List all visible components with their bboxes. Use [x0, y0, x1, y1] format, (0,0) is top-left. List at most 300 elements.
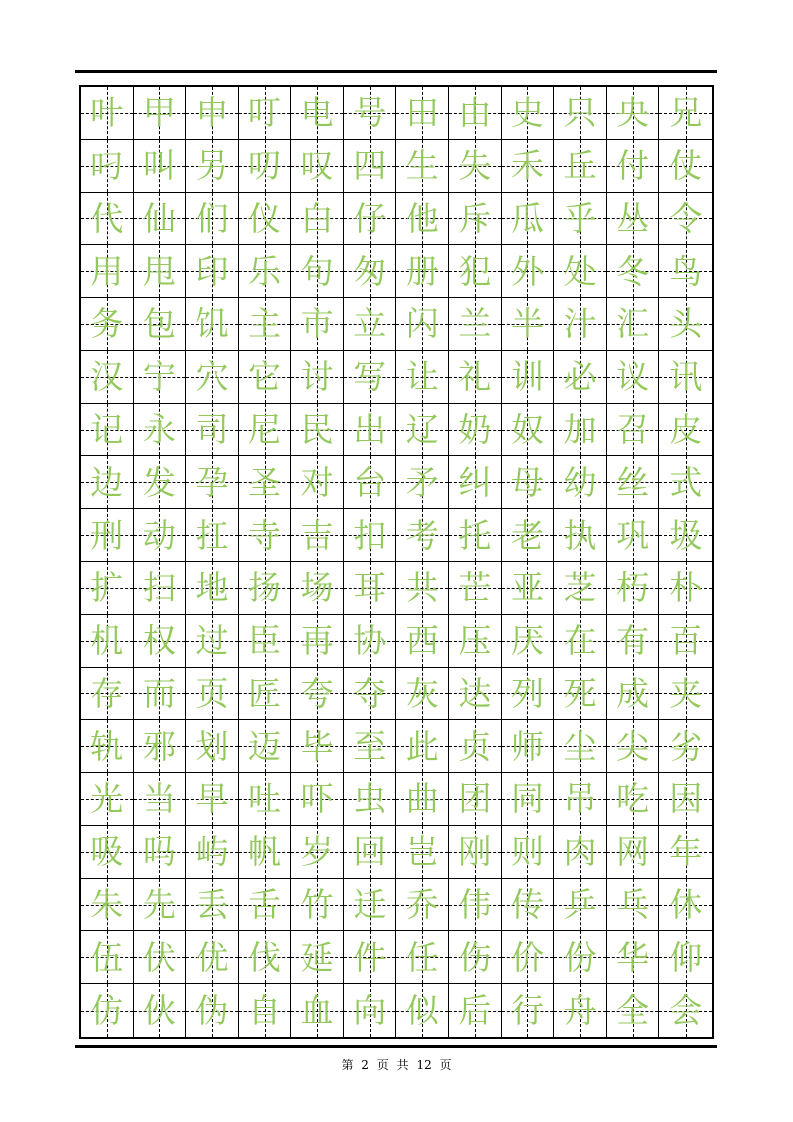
grid-cell [396, 668, 449, 721]
practice-character: 吸 [90, 832, 124, 872]
grid-cell [291, 245, 344, 298]
grid-cell [81, 245, 134, 298]
grid-cell [239, 984, 292, 1037]
practice-character: 巩 [616, 515, 650, 555]
grid-cell [291, 351, 344, 404]
practice-character: 乓 [616, 885, 650, 925]
practice-character: 休 [669, 885, 703, 925]
grid-cell [607, 404, 660, 457]
grid-cell [502, 509, 555, 562]
grid-cell [502, 298, 555, 351]
practice-character: 民 [300, 410, 334, 450]
grid-cell [502, 668, 555, 721]
grid-cell [186, 140, 239, 193]
grid-cell [186, 931, 239, 984]
grid-cell [659, 87, 712, 140]
grid-cell [502, 404, 555, 457]
practice-character: 礼 [458, 357, 492, 397]
grid-cell [449, 404, 502, 457]
grid-cell [502, 562, 555, 615]
grid-cell [81, 193, 134, 246]
practice-character: 白 [300, 198, 334, 238]
footer-total-unit: 页 [439, 1058, 452, 1072]
practice-character: 似 [405, 991, 439, 1031]
grid-cell [607, 245, 660, 298]
grid-cell [659, 879, 712, 932]
practice-character: 网 [616, 832, 650, 872]
practice-character: 价 [510, 937, 544, 977]
grid-cell [134, 615, 187, 668]
practice-character: 叮 [248, 93, 282, 133]
footer-total-prefix: 共 [396, 1058, 409, 1072]
grid-cell [502, 720, 555, 773]
practice-character: 肉 [563, 832, 597, 872]
grid-cell [502, 351, 555, 404]
bottom-rule [75, 1045, 717, 1048]
practice-character: 发 [142, 462, 176, 502]
grid-cell [291, 562, 344, 615]
practice-character: 外 [510, 251, 544, 291]
grid-cell [554, 879, 607, 932]
grid-cell [186, 984, 239, 1037]
practice-character: 丘 [563, 146, 597, 186]
practice-character: 电 [300, 93, 334, 133]
grid-cell [344, 931, 397, 984]
grid-cell [554, 245, 607, 298]
grid-cell [396, 87, 449, 140]
practice-character: 自 [248, 991, 282, 1031]
grid-cell [134, 773, 187, 826]
practice-character: 鸟 [669, 251, 703, 291]
grid-cell [291, 720, 344, 773]
practice-character: 印 [195, 251, 229, 291]
practice-character: 出 [353, 410, 387, 450]
grid-cell [291, 879, 344, 932]
practice-character: 年 [669, 832, 703, 872]
practice-character: 圾 [669, 515, 703, 555]
grid-cell [449, 509, 502, 562]
practice-character: 生 [405, 146, 439, 186]
practice-character: 芝 [563, 568, 597, 608]
practice-character: 尖 [616, 726, 650, 766]
grid-cell [344, 720, 397, 773]
grid-cell [134, 404, 187, 457]
grid-cell [134, 931, 187, 984]
footer-page-unit: 页 [376, 1058, 389, 1072]
grid-cell [659, 720, 712, 773]
practice-character: 叨 [248, 146, 282, 186]
practice-character: 号 [353, 93, 387, 133]
grid-cell [134, 351, 187, 404]
practice-character: 寺 [248, 515, 282, 555]
practice-character: 划 [195, 726, 229, 766]
grid-cell [659, 509, 712, 562]
grid-cell [502, 879, 555, 932]
practice-character: 圣 [248, 462, 282, 502]
grid-cell [396, 879, 449, 932]
grid-cell [134, 509, 187, 562]
practice-character: 岂 [405, 832, 439, 872]
practice-character: 瓜 [510, 198, 544, 238]
practice-character: 令 [669, 198, 703, 238]
grid-cell [239, 509, 292, 562]
grid-cell [81, 879, 134, 932]
practice-character: 务 [90, 304, 124, 344]
practice-character: 仰 [669, 937, 703, 977]
practice-character: 主 [248, 304, 282, 344]
footer-prefix: 第 [341, 1058, 354, 1072]
practice-character: 申 [195, 93, 229, 133]
grid-cell [81, 826, 134, 879]
practice-character: 乐 [248, 251, 282, 291]
grid-cell [396, 562, 449, 615]
grid-cell [344, 298, 397, 351]
grid-cell [607, 193, 660, 246]
practice-character: 而 [142, 673, 176, 713]
practice-character: 血 [300, 991, 334, 1031]
grid-cell [659, 668, 712, 721]
grid-cell [396, 245, 449, 298]
practice-character: 写 [353, 357, 387, 397]
grid-cell [554, 298, 607, 351]
practice-character: 因 [669, 779, 703, 819]
grid-cell [239, 773, 292, 826]
grid-cell [186, 193, 239, 246]
grid-cell [554, 456, 607, 509]
practice-character: 匠 [248, 673, 282, 713]
practice-character: 传 [510, 885, 544, 925]
practice-character: 吐 [248, 779, 282, 819]
grid-cell [81, 720, 134, 773]
grid-cell [449, 351, 502, 404]
practice-character: 乎 [563, 198, 597, 238]
grid-cell [607, 879, 660, 932]
grid-cell [502, 615, 555, 668]
character-practice-grid [79, 85, 714, 1039]
grid-cell [502, 456, 555, 509]
grid-cell [607, 826, 660, 879]
grid-cell [186, 879, 239, 932]
practice-character: 训 [510, 357, 544, 397]
practice-character: 虫 [353, 779, 387, 819]
grid-cell [554, 826, 607, 879]
grid-cell [186, 562, 239, 615]
practice-character: 永 [142, 410, 176, 450]
grid-cell [554, 931, 607, 984]
grid-cell [449, 984, 502, 1037]
grid-cell [396, 773, 449, 826]
practice-character: 列 [510, 673, 544, 713]
grid-cell [396, 298, 449, 351]
practice-character: 台 [353, 462, 387, 502]
grid-cell [449, 720, 502, 773]
practice-character: 犯 [458, 251, 492, 291]
grid-cell [659, 984, 712, 1037]
grid-cell [81, 351, 134, 404]
grid-cell [239, 668, 292, 721]
practice-character: 市 [300, 304, 334, 344]
grid-cell [449, 245, 502, 298]
grid-cell [554, 87, 607, 140]
grid-cell [344, 509, 397, 562]
practice-character: 他 [405, 198, 439, 238]
grid-cell [291, 668, 344, 721]
practice-character: 压 [458, 621, 492, 661]
practice-character: 仪 [248, 198, 282, 238]
grid-cell [239, 351, 292, 404]
practice-character: 扛 [195, 515, 229, 555]
grid-cell [449, 298, 502, 351]
practice-character: 刚 [458, 832, 492, 872]
practice-character: 帆 [248, 832, 282, 872]
practice-character: 向 [353, 991, 387, 1031]
grid-cell [81, 509, 134, 562]
grid-cell [344, 404, 397, 457]
practice-character: 穴 [195, 357, 229, 397]
practice-character: 式 [669, 462, 703, 502]
practice-character: 厌 [510, 621, 544, 661]
grid-cell [449, 456, 502, 509]
practice-character: 刑 [90, 515, 124, 555]
practice-character: 共 [405, 568, 439, 608]
grid-cell [554, 404, 607, 457]
grid-cell [239, 826, 292, 879]
practice-character: 伟 [458, 885, 492, 925]
practice-character: 机 [90, 621, 124, 661]
grid-cell [502, 931, 555, 984]
practice-character: 存 [90, 673, 124, 713]
practice-character: 包 [142, 304, 176, 344]
practice-character: 只 [563, 93, 597, 133]
grid-cell [607, 140, 660, 193]
practice-character: 斥 [458, 198, 492, 238]
practice-character: 执 [563, 515, 597, 555]
grid-cell [134, 720, 187, 773]
practice-character: 闪 [405, 304, 439, 344]
practice-character: 吉 [300, 515, 334, 555]
grid-cell [344, 826, 397, 879]
practice-character: 师 [510, 726, 544, 766]
grid-cell [186, 773, 239, 826]
practice-character: 用 [90, 251, 124, 291]
grid-cell [659, 562, 712, 615]
practice-character: 纠 [458, 462, 492, 502]
grid-cell [659, 615, 712, 668]
grid-cell [291, 509, 344, 562]
practice-character: 早 [195, 779, 229, 819]
practice-character: 仿 [90, 991, 124, 1031]
practice-character: 尘 [563, 726, 597, 766]
grid-cell [239, 931, 292, 984]
grid-cell [239, 879, 292, 932]
grid-cell [554, 615, 607, 668]
grid-cell [396, 140, 449, 193]
grid-cell [239, 562, 292, 615]
grid-cell [396, 193, 449, 246]
practice-character: 光 [90, 779, 124, 819]
practice-character: 全 [616, 991, 650, 1031]
practice-character: 失 [458, 146, 492, 186]
grid-cell [554, 193, 607, 246]
grid-cell [659, 140, 712, 193]
practice-character: 饥 [195, 304, 229, 344]
grid-cell [607, 351, 660, 404]
practice-character: 曲 [405, 779, 439, 819]
practice-character: 夺 [353, 673, 387, 713]
practice-character: 吓 [300, 779, 334, 819]
grid-cell [396, 351, 449, 404]
grid-cell [291, 984, 344, 1037]
grid-cell [239, 404, 292, 457]
grid-cell [659, 404, 712, 457]
practice-character: 劣 [669, 726, 703, 766]
practice-character: 过 [195, 621, 229, 661]
practice-character: 岁 [300, 832, 334, 872]
grid-cell [659, 456, 712, 509]
practice-character: 头 [669, 304, 703, 344]
grid-cell [607, 509, 660, 562]
grid-cell [344, 193, 397, 246]
practice-character: 考 [405, 515, 439, 555]
grid-cell [134, 984, 187, 1037]
grid-cell [554, 720, 607, 773]
practice-character: 丢 [195, 885, 229, 925]
practice-character: 让 [405, 357, 439, 397]
practice-character: 任 [405, 937, 439, 977]
practice-character: 百 [669, 621, 703, 661]
practice-character: 丛 [616, 198, 650, 238]
grid-cell [607, 615, 660, 668]
grid-cell [396, 931, 449, 984]
grid-cell [396, 456, 449, 509]
grid-cell [607, 984, 660, 1037]
practice-character: 份 [563, 937, 597, 977]
practice-character: 由 [458, 93, 492, 133]
grid-cell [134, 456, 187, 509]
footer-total-pages: 12 [416, 1058, 432, 1072]
practice-character: 回 [353, 832, 387, 872]
grid-cell [81, 456, 134, 509]
grid-cell [607, 773, 660, 826]
practice-character: 伪 [195, 991, 229, 1031]
grid-cell [502, 773, 555, 826]
practice-character: 处 [563, 251, 597, 291]
practice-character: 伤 [458, 937, 492, 977]
practice-character: 代 [90, 198, 124, 238]
practice-character: 朴 [669, 568, 703, 608]
practice-character: 贞 [458, 726, 492, 766]
grid-cell [291, 193, 344, 246]
grid-cell [344, 140, 397, 193]
practice-character: 尼 [248, 410, 282, 450]
practice-character: 当 [142, 779, 176, 819]
grid-cell [659, 193, 712, 246]
grid-cell [134, 879, 187, 932]
practice-character: 华 [616, 937, 650, 977]
grid-cell [291, 87, 344, 140]
practice-character: 邪 [142, 726, 176, 766]
practice-character: 另 [195, 146, 229, 186]
grid-cell [291, 456, 344, 509]
practice-character: 会 [669, 991, 703, 1031]
grid-cell [502, 193, 555, 246]
grid-cell [554, 351, 607, 404]
grid-cell [344, 984, 397, 1037]
practice-character: 们 [195, 198, 229, 238]
grid-cell [81, 562, 134, 615]
grid-cell [134, 193, 187, 246]
practice-character: 宁 [142, 357, 176, 397]
practice-character: 毕 [300, 726, 334, 766]
grid-cell [554, 509, 607, 562]
practice-character: 立 [353, 304, 387, 344]
practice-character: 议 [616, 357, 650, 397]
practice-character: 扫 [142, 568, 176, 608]
grid-cell [607, 720, 660, 773]
grid-cell [502, 245, 555, 298]
page-footer [0, 1056, 793, 1073]
practice-character: 此 [405, 726, 439, 766]
grid-cell [186, 615, 239, 668]
practice-character: 至 [353, 726, 387, 766]
practice-character: 扩 [90, 568, 124, 608]
grid-cell [607, 931, 660, 984]
practice-character: 吗 [142, 832, 176, 872]
practice-character: 协 [353, 621, 387, 661]
practice-character: 西 [405, 621, 439, 661]
grid-cell [239, 298, 292, 351]
grid-cell [449, 826, 502, 879]
practice-character: 司 [195, 410, 229, 450]
practice-character: 后 [458, 991, 492, 1031]
practice-character: 它 [248, 357, 282, 397]
grid-cell [554, 140, 607, 193]
grid-cell [396, 509, 449, 562]
practice-character: 汁 [563, 304, 597, 344]
practice-character: 亚 [510, 568, 544, 608]
grid-cell [659, 773, 712, 826]
grid-cell [659, 826, 712, 879]
practice-character: 舌 [248, 885, 282, 925]
grid-cell [344, 562, 397, 615]
practice-character: 朱 [90, 885, 124, 925]
practice-character: 成 [616, 673, 650, 713]
practice-character: 吊 [563, 779, 597, 819]
practice-character: 母 [510, 462, 544, 502]
practice-character: 叼 [90, 146, 124, 186]
grid-cell [186, 720, 239, 773]
grid-cell [186, 87, 239, 140]
practice-character: 伏 [142, 937, 176, 977]
grid-cell [449, 615, 502, 668]
practice-character: 叫 [142, 146, 176, 186]
grid-cell [607, 298, 660, 351]
grid-cell [291, 826, 344, 879]
grid-cell [554, 562, 607, 615]
grid-cell [186, 456, 239, 509]
footer-page-number: 2 [361, 1058, 369, 1072]
practice-character: 召 [616, 410, 650, 450]
grid-cell [502, 87, 555, 140]
practice-character: 伐 [248, 937, 282, 977]
grid-cell [291, 404, 344, 457]
grid-cell [344, 351, 397, 404]
grid-cell [396, 720, 449, 773]
practice-character: 汇 [616, 304, 650, 344]
grid-cell [344, 87, 397, 140]
practice-character: 史 [510, 93, 544, 133]
practice-character: 竹 [300, 885, 334, 925]
